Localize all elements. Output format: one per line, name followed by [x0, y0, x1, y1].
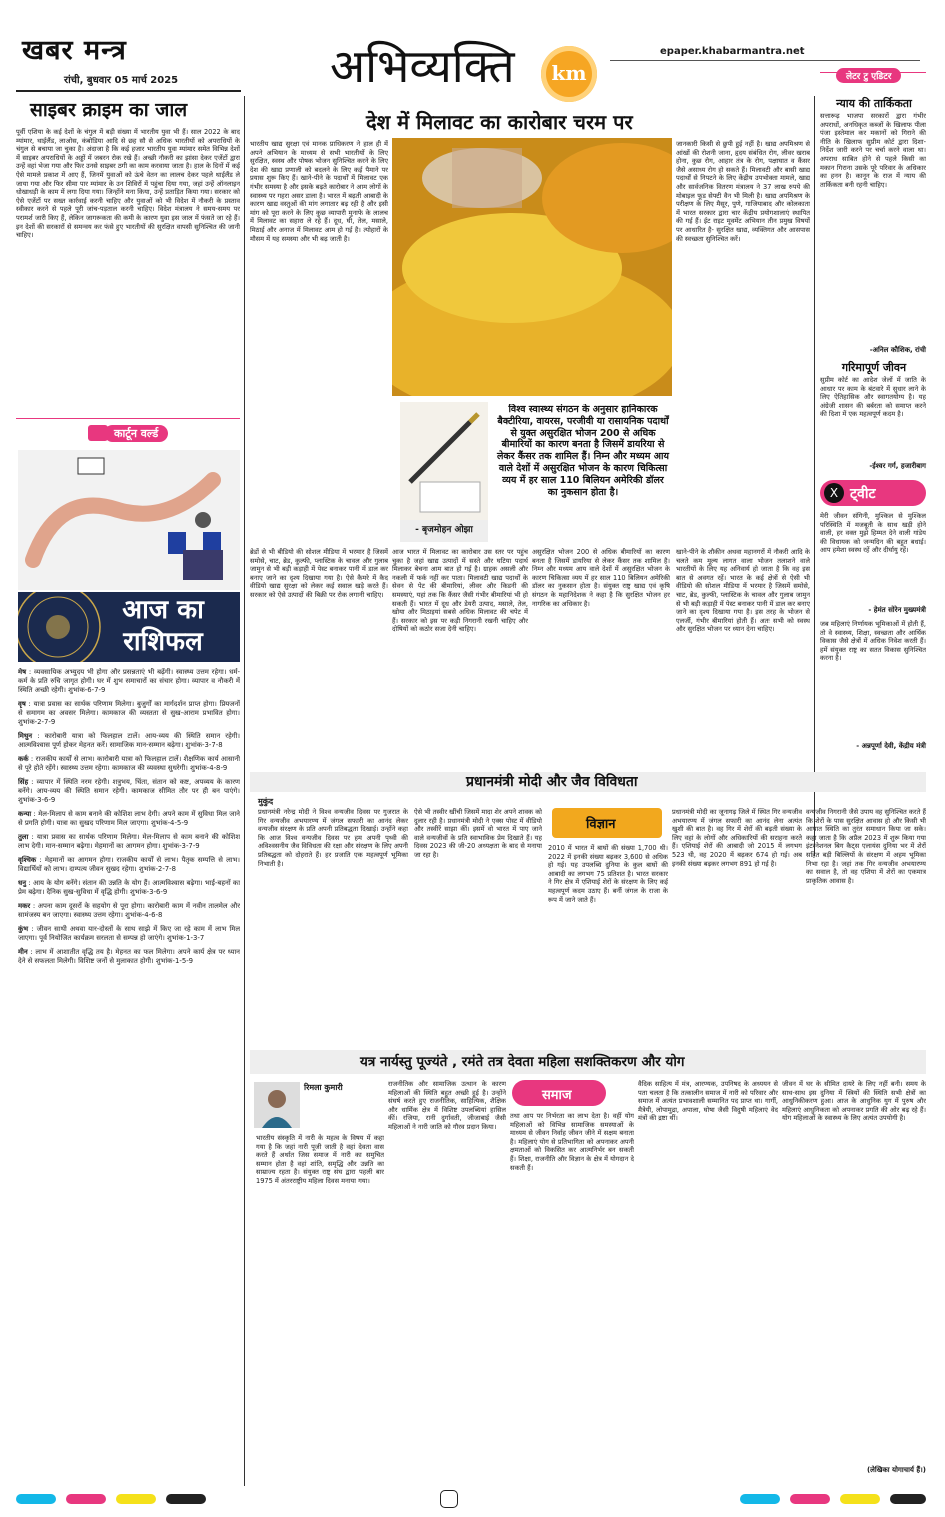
- horoscope-sign: वृश्चिक: [18, 856, 37, 864]
- letter1-author: -अनिल कौशिक, रांची: [869, 346, 926, 354]
- cyber-crime-body: पूर्वी एशिया के कई देशों के चंगुल में बड़ी संख्या में भारतीय युवा भी हैं। साल 2022 के बाद म्यांमार, थाईलैंड, लाओस, कंबोडिया आदि से छह सौ से अधिक भारतीयों को अपराधियों के चंगुल से बचाया जा चुका है। अंदाजा है कि कई हजार भारतीय युवा म्यांमार समेत विभिन्न देशों में साइबर अपराधियों के अड्डों में जबरन रोक रखे हैं। अच्छी नौकरी का झांसा देकर एजेंटों द्वारा उन्हें वहां भेजा गया और फिर उनसे साइबर ठगी का काम करवाया जाता है। हाल के दिनों में कई ऐसे मामले प्रकाश में आए हैं, जिनमें युवाओं को ऊंचे वेतन का लालच देकर पहले थाईलैंड ले जाया गया और फिर सीमा पार म्यांमार के उन शिविरों में पहुंचा दिया गया, जहां उन्हें ऑनलाइन धोखाधड़ी के काम में लगा दिया गया। जिन्होंने मना किया, उन्हें प्रताड़ित किया गया। सरकार को ऐसे एजेंटों पर सख्त कार्रवाई करनी चाहिए और युवाओं को भी विदेश में नौकरी के प्रस्ताव स्वीकार करने से पहले पूरी जांच-पड़ताल करनी चाहिए। विदेश मंत्रालय ने समय-समय पर परामर्श जारी किए हैं, लेकिन जागरूकता की कमी के कारण युवा इस जाल में फंसते जा रहे हैं। इन देशों की सरकारों से समन्वय कर फंसे हुए भारतीयों की सुरक्षित वापसी सुनिश्चित की जानी चाहिए।: [16, 128, 240, 240]
- modi-col1: प्रधानमंत्री नरेन्द्र मोदी ने विश्व वन्यजीव दिवस पर गुजरात के गिर वन्यजीव अभयारण्य में जंगल सफारी का आनंद लेकर वन्यजीव संरक्षण के प्रति अपनी प्रतिबद्धता दिखाई। उन्होंने कहा कि आज विश्व वन्यजीव दिवस पर हम अपनी पृथ्वी की अविश्वसनीय जैव विविधता की रक्षा और संरक्षण के लिए अपनी प्रतिबद्धता को दोहराते हैं। हर प्रजाति एक महत्वपूर्ण भूमिका निभाती है।: [258, 808, 408, 868]
- horoscope-text: जीवन साथी अथवा यार-दोस्तों के साथ साझे में किए जा रहे काम में लाभ मिल जाएगा। पूर्व नियोजित कार्यक्रम सरलता से सम्पन्न हो जाएंगे। शुभांक-1-3-7: [18, 925, 240, 942]
- women-author-name: रिमला कुमारी: [304, 1083, 343, 1092]
- women-col4: वैदिक साहित्य में मंत्र, आरण्यक, उपनिषद के अध्ययन से पता चलता है कि तत्कालीन समाज में नारी को परिवार और समाज में अत्यंत प्रभावशाली सम्मानित पद प्राप्त था। गार्गी, मैत्रेयी, लोपामुद्रा, अपाला, घोषा जैसी विदुषी महिलाएं वेद मंत्रों की द्रष्टा थीं।: [638, 1080, 778, 1123]
- reg-mark-icon: [440, 1490, 458, 1508]
- spices-photo: [392, 138, 672, 396]
- header-rule: [610, 60, 920, 61]
- samaj-banner: [512, 1080, 606, 1106]
- horoscope-entry: [18, 732, 240, 750]
- horoscope-text: यात्रा प्रवास का सार्थक परिणाम मिलेगा। मेल-मिलाप से काम बनाने की कोशिश लाभ देगी। मान-सम्मान बढ़ेगा। मेहमानों का आगमन होगा। शुभांक-3-7-9: [18, 833, 240, 850]
- letter2-title: गरिमापूर्ण जीवन: [841, 361, 907, 374]
- horoscope-entry: [18, 948, 240, 966]
- horoscope-entry: [18, 833, 240, 851]
- horoscope-separator: :: [30, 902, 38, 910]
- samaj-label: समाज: [542, 1088, 572, 1103]
- horoscope-text: मेहमानों का आगमन होगा। राजकीय कार्यों से लाभ। पैतृक सम्पत्ति से लाभ। विद्यार्थियों को लाभ। दाम्पत्य जीवन सुखद रहेगा। शुभांक-2-7-8: [18, 856, 240, 873]
- reg-bar-cyan: [16, 1494, 56, 1504]
- women-col5: जीवन में घर के सीमित दायरे के लिए नहीं बनी। समय के साथ-साथ इस दुनिया में स्त्रियों की स्थिति सभी क्षेत्रों का आधुनिकीकरण हुआ। आज के आधुनिक युग में पुरुष और महिलाएं आधुनिकता को अपनाकर प्रगति की ओर बढ़ रहे हैं। योग महिलाओं के स्वास्थ्य के लिए अत्यंत उपयोगी है।: [782, 1080, 926, 1123]
- author-portrait: [254, 1082, 300, 1128]
- horoscope-text: आय के योग बनेंगे। संतान की उन्नति के योग हैं। आत्मविश्वास बढ़ेगा। भाई-बहनों का प्रेम बढ़ेगा। दैनिक सुख-सुविधा में वृद्धि होगी। शुभांक-3-6-9: [18, 879, 240, 896]
- horoscope-sign: मकर: [18, 902, 31, 910]
- horoscope-text: यात्रा प्रवास का सार्थक परिणाम मिलेगा। बुजुर्गों का मार्गदर्शन प्राप्त होगा। प्रियजनों से समागम का अवसर मिलेगा। कामकाज की व्यस्तता से सुख-आराम प्रभावित होगा। शुभांक-2-7-9: [18, 700, 240, 726]
- modi-col3: 2010 में भारत में बाघों की संख्या 1,700 थी। 2022 में इनकी संख्या बढ़कर 3,600 से अधिक हो गई। यह उपलब्धि दुनिया के कुल बाघों की आबादी का लगभग 75 प्रतिशत है। भारत सरकार ने गिर क्षेत्र में एशियाई शेरों के संरक्षण के लिए कई महत्वपूर्ण कदम उठाए हैं। बर्नी जंगल के राजा के रूप में जाने जाते हैं।: [548, 844, 668, 904]
- reg-bar-magenta: [66, 1494, 106, 1504]
- tweet-banner: [820, 480, 926, 506]
- horoscope-sign: मिथुन: [18, 732, 33, 740]
- reg-bar-yellow: [116, 1494, 156, 1504]
- vigyan-banner: [552, 808, 662, 838]
- horoscope-entry: [18, 902, 240, 920]
- horoscope-text: व्यवसायिक अभ्युदय भी होगा और प्रसन्नताएं भी बढ़ेंगी। स्वास्थ्य उत्तम रहेगा। धर्म-कर्म के प्रति रुचि जागृत होगी। घर में शुभ समाचारों का संचार होगा। व्यापार व नौकरी में स्थिति अच्छी रहेगी। शुभांक-6-7-9: [18, 668, 240, 694]
- horoscope-sign: कुंभ: [18, 925, 29, 933]
- adulteration-col6: असुरक्षित भोजन 200 से अधिक बीमारियों का कारण बनता है जिसमें डायरिया से लेकर कैंसर तक शामिल है। निम्न और मध्यम आय वाले देशों में असुरक्षित भोजन के कारण चिकित्सा व्यय में हर साल 110 बिलियन अमेरिकी डॉलर का नुकसान होता है। संयुक्त राष्ट्र खाद्य एवं कृषि संगठन के महानिदेशक ने कहा है कि सुरक्षित भोजन हर नागरिक का अधिकार है।: [532, 548, 670, 608]
- horoscope-separator: :: [36, 856, 45, 864]
- dateline: रांची, बुधवार 05 मार्च 2025: [64, 75, 179, 86]
- tweet2-body: जब महिलाएं निर्णायक भूमिकाओं में होती हैं, तो वे स्वास्थ्य, शिक्षा, स्वच्छता और आर्थिक विकास जैसे क्षेत्रों में अधिक निवेश करती हैं। हमें संयुक्त राष्ट्र का सतत विकास सुनिश्चित करना है।: [820, 620, 926, 663]
- horoscope-sign: कन्या: [18, 810, 32, 818]
- horoscope-separator: :: [31, 810, 39, 818]
- letter2-author: -ईश्वर गर्ग, हजारीबाग: [869, 462, 926, 470]
- horoscope-entry: [18, 925, 240, 943]
- who-pullquote: विश्व स्वास्थ्य संगठन के अनुसार हानिकारक बैक्टीरिया, वायरस, परजीवी या रासायनिक पदार्थों से युक्त असुरक्षित भोजन 200 से अधिक बीमारियों का कारण बनता है जिसमें डायरिया से लेकर कैंसर तक शामिल हैं। निम्न और मध्यम आय वाले देशों में असुरक्षित भोजन के कारण चिकित्सा व्यय में हर साल 110 बिलियन अमेरिकी डॉलर का नुकसान होता है।: [496, 404, 670, 498]
- horoscope-sign: वृष: [18, 700, 26, 708]
- women-col3: तथा आप पर निर्भरता का लाभ देता है। वहीं योग महिलाओं को विभिन्न सामाजिक समस्याओं के माध्यम से जीवन निर्वाह जीवन जीने में सक्षम बनाता है। महिलाएं योग से प्रतिभागिता को अपनाकर अपनी क्षमताओं को विकसित कर आत्मनिर्भर बन सकती हैं। शिक्षा, राजनीति और विज्ञान के क्षेत्र में योगदान दे सकती हैं।: [510, 1112, 634, 1172]
- modi-col5: वन्यजीव निगरानी जैसे उपाय वह सुनिश्चित करते हैं कि शेरों के पास सुरक्षित आवास हो और किसी भी आपात स्थिति का तुरंत समाधान किया जा सके। कहा जाता है कि अप्रैल 2023 में शुरू किया गया इंटरनेशनल बिग कैट्स एलायंस दुनिया भर में शेरों सहित बड़ी बिल्लियों के संरक्षण में अहम भूमिका निभा रहा है। जहां तक गिर वन्यजीव अभयारण्य का सवाल है, तो वह एशिया में शेरों का एकमात्र प्राकृतिक आवास है।: [806, 808, 926, 885]
- cyber-crime-headline: साइबर क्राइम का जाल: [30, 99, 188, 121]
- modi-col4: प्रधानमंत्री मोदी का जूनागढ़ जिले में स्थित गिर वन्यजीव अभयारण्य में जंगल सफारी का आनंद लेना अत्यंत खुशी की बात है। वह गिर में शेरों की बढ़ती संख्या के लिए वहां के लोगों और अधिकारियों की सराहना करते हैं। एशियाई शेरों की आबादी जो 2015 में लगभग 523 थी, वह 2020 में बढ़कर 674 हो गई। अब इनकी संख्या बढ़कर लगभग 891 हो गई है।: [672, 808, 802, 868]
- adulteration-col3: जानकारी किसी से छुपी हुई नहीं है। खाद्य अपमिश्रण से आंखों की रोशनी जाना, हृदय संबंधित रोग, लीवर खराब होना, कुछ रोग, आहार तंत्र के रोग, पक्षाघात व कैंसर जैसे असाध्य रोग हो सकते हैं। मिलावटी और बासी खाद्य पदार्थों से निपटने के लिए केंद्रीय उपभोक्ता मामले, खाद्य और सार्वजनिक वितरण मंत्रालय ने 37 लाख रुपये की मोबाइल फूड सेफ्टी वैन भी मिली है। खाद्य अपमिश्रण के परीक्षण के लिए मैसूर, पुणे, गाजियाबाद और कोलकाता में भारत सरकार द्वारा चार केंद्रीय प्रयोगशालाएं स्थापित की गई हैं। ईट राइट मूवमेंट अभियान तीन प्रमुख विषयों पर आधारित है- सुरक्षित खाद्य, व्यक्तिगत और आसपास की स्वच्छता सुनिश्चित करें।: [676, 140, 810, 243]
- cartoon-rule: [16, 418, 240, 419]
- horoscope-separator: :: [26, 879, 34, 887]
- letter1-body: सत्तारूढ़ भाजपा सरकारों द्वारा गंभीर अपराधों, अनधिकृत कब्जों के खिलाफ पीला पंजा इस्तेमाल कर मकानों को गिराने की नीति के खिलाफ सुप्रीम कोर्ट द्वारा दिशा-निर्देश जारी करने पर चर्चा करने वाला था। अपराध साबित होने से पहले किसी का मकान गिराना उसके पूरे परिवार के अधिकार का हनन है। कानून के राज में न्याय की तार्किकता बनी रहनी चाहिए।: [820, 112, 926, 189]
- horoscope-sign: कर्क: [18, 755, 29, 763]
- vigyan-label: विज्ञान: [586, 817, 616, 832]
- horoscope-entry: [18, 879, 240, 897]
- adulteration-col4: खाने-पीने के शौकीन अथवा महानगरों में नौकरी आदि के चलते कम मूल्य लागत वाला भोजन तलाशने वाले भारतीयों के लिए यह अनिवार्य हो जाता है कि वह इस बात से अवगत रहें। भारत के कई क्षेत्रों से ऐसी भी वीडियो की सोशल मीडिया में भरमार है जिसमें समोसे, चाट, ब्रेड, कुल्फी, प्लास्टिक के चावल और गुलाब जामुन से भी बड़ी कड़ाही में पेस्ट बनाकर पानी में डाल कर बनाए जाने का दृश्य दिखाया गया है। इस तरह के भोजन से एलर्जी, गंभीर बीमारियां होती हैं। अतः सभी को स्वस्थ और सुरक्षित भोजन पर ध्यान देना चाहिए।: [676, 548, 810, 634]
- women-col5-author: (लेखिका योगाचार्य हैं।): [866, 1466, 926, 1474]
- horoscope-entry: [18, 856, 240, 874]
- horoscope-separator: :: [27, 948, 36, 956]
- horoscope-sign: तुला: [18, 833, 29, 841]
- logo-text: km: [551, 61, 587, 85]
- column-rule-left: [244, 96, 245, 1486]
- women-headline: यत्र नार्यस्तु पूज्यंते , रमंते तत्र देवता महिला सशक्तिकरण और योग: [360, 1054, 685, 1070]
- horoscope-entry: [18, 810, 240, 828]
- horoscope-entry: [18, 700, 240, 727]
- x-logo-icon: X: [824, 483, 844, 503]
- cartoon-image: [18, 450, 240, 590]
- horoscope-sign: मीन: [18, 948, 28, 956]
- horoscope-sign: धनु: [18, 879, 27, 887]
- brand-logo: [541, 46, 597, 102]
- horoscope-text: कारोबारी यात्रा को फिलहाल टालें। आय-व्यय की स्थिति समान रहेगी। आत्मविश्वास पूर्ण होकर मेहनत करें। सामाजिक मान-सम्मान बढ़ेगा। शुभांक-3-7-8: [18, 732, 240, 749]
- adulteration-col1: भारतीय खाद्य सुरक्षा एवं मानक प्राधिकरण ने हाल ही में अपने अभियान के माध्यम से सभी भारतीयों के लिए सुरक्षित, स्वस्थ और पोषक भोजन सुनिश्चित करने के लिए देश की खाद्य प्रणाली को बदलने के लिए कई पैमाने पर प्रयास शुरू किए हैं। खाने-पीने के पदार्थों में मिलावट एक गंभीर समस्या है और इसके बढ़ते कारोबार ने आम लोगों के स्वास्थ्य पर गहरा असर डाला है। भारत में बढ़ती आबादी के कारण खाद्य वस्तुओं की मांग लगातार बढ़ रही है और इसी मांग को पूरा करने के लिए कुछ व्यापारी मुनाफे के लालच में मिलावट का सहारा ले रहे हैं। दूध, घी, तेल, मसाले, मिठाई और अनाज में मिलावट आम हो गई है। त्योहारों के मौसम में यह समस्या और भी बढ़ जाती है।: [250, 140, 388, 243]
- horoscope-banner: [18, 592, 240, 662]
- horoscope-separator: :: [26, 668, 34, 676]
- reg-bar-black-2: [890, 1494, 926, 1504]
- women-col2: राजनीतिक और सामाजिक उत्थान के कारण महिलाओं की स्थिति बहुत अच्छी हुई है। उन्होंने संघर्ष करते हुए राजनीतिक, साहित्यिक, शैक्षिक और धार्मिक क्षेत्र में विशिष्ट उपलब्धियां हासिल कीं। रजिया, रानी दुर्गावती, जीजाबाई जैसी महिलाओं ने नारी जाति को गौरव प्रदान किया।: [388, 1080, 506, 1131]
- tweet1-body: मेरी जीवन संगिनी, मुश्किल से मुश्किल परिस्थिति में मजबूती के साथ खड़ी होने वाली, हर वक्त मुझे हिम्मत देने वाली गांडेय की विधायक को जन्मदिन की बहुत बधाई। आप हमेशा स्वस्थ रहें और दीर्घायु रहें।: [820, 512, 926, 555]
- adulteration-col5: ब्रेडों से भी बीडियो की सोशल मीडिया में भरमार है जिसमें समोसे, चाट, ब्रेड, कुल्फी, प्लास्टिक के चावल और गुलाब जामुन से भी बड़ी कड़ाही में पेस्ट बनाकर पानी में डाल कर बनाए जाने का दृश्य दिखाया गया है। ऐसे कैमरे में कैद वीडियो खाद्य सुरक्षा को लेकर कई सवाल खड़े करते हैं। सरकार को ऐसे उत्पादों की बिक्री पर रोक लगानी चाहिए।: [250, 548, 388, 599]
- horoscope-separator: :: [28, 833, 37, 841]
- page-title: अभिव्यक्ति: [330, 39, 515, 93]
- modi-byline: मुकुंद: [258, 797, 274, 806]
- tweet2-author: - अन्नपूर्णा देवी, केंद्रीय मंत्री: [856, 742, 926, 750]
- horoscope-list: [18, 668, 240, 1488]
- letter2-body: सुप्रीम कोर्ट का आदेश जेलों में जाति के आधार पर काम के बंटवारे में सुधार लाने के लिए ऐतिहासिक और स्वागतयोग्य है। यह अंग्रेजी शासन की बर्बरता को समाप्त करने की दिशा में एक महत्वपूर्ण कदम है।: [820, 376, 926, 419]
- horoscope-entry: [18, 755, 240, 773]
- masthead-rule: [16, 90, 241, 92]
- horoscope-separator: :: [28, 755, 36, 763]
- tweet-badge-label: ट्वीट: [850, 486, 876, 502]
- modi-headline: प्रधानमंत्री मोदी और जैव विविधता: [466, 774, 638, 790]
- mail-icon: [88, 425, 108, 441]
- horoscope-separator: :: [28, 925, 37, 933]
- cartoon-badge: [104, 425, 168, 442]
- horoscope-sign: मेष: [18, 668, 27, 676]
- tweet1-author: - हेमंत सोरेन मुख्यमंत्री: [868, 606, 926, 614]
- horoscope-text: अपना काम दूसरों के सहयोग से पूरा होगा। कारोबारी काम में नवीन तालमेल और सामंजस्य बन जाएगा। स्वास्थ्य उत्तम रहेगा। शुभांक-4-6-8: [18, 902, 240, 919]
- reg-bar-cyan-2: [740, 1494, 780, 1504]
- reg-bar-magenta-2: [790, 1494, 830, 1504]
- horoscope-sign: सिंह: [18, 778, 29, 786]
- horoscope-entry: [18, 778, 240, 805]
- horoscope-text: राजकीय कार्यों से लाभ। कारोबारी यात्रा को फिलहाल टालें। शैक्षणिक कार्य आसानी से पूरे होते रहेंगे। स्वास्थ्य उत्तम रहेगा। कामकाज की व्यवस्था सुधरेगी। शुभांक-4-8-9: [18, 755, 240, 772]
- letter1-title: न्याय की तार्किकता: [836, 97, 912, 110]
- epaper-link[interactable]: epaper.khabarmantra.net: [660, 46, 805, 57]
- modi-col2: ऐसे भी तस्वीर खींची जिसमें मादा शेर अपने शावक को दुलार रही है। प्रधानमंत्री मोदी ने एक्स पोस्ट में वीडियो और तस्वीरें साझा कीं। इसमें वो भारत में पाए जाने वाले वन्यजीवों के प्रति स्वाभाविक प्रेम दिखाते हैं। यह दिवस 2023 की जी-20 अध्यक्षता के बाद से मनाया जा रहा है।: [414, 808, 542, 859]
- adulteration-headline: देश में मिलावट का कारोबार चरम पर: [366, 110, 633, 134]
- women-col1: भारतीय संस्कृति में नारी के महत्व के विषय में कहा गया है कि जहां नारी पूजी जाती है वहां देवता वास करते हैं अर्थात जिस समाज में नारी का समुचित सम्मान होता है वहां शांति, समृद्धि और उन्नति का साम्राज्य रहता है। संयुक्त राष्ट्र संघ द्वारा पहली बार 1975 में अंतरराष्ट्रीय महिला दिवस मनाया गया।: [256, 1134, 384, 1185]
- horoscope-entry: [18, 668, 240, 695]
- column-rule-right: [814, 96, 815, 856]
- author-photo: [400, 402, 488, 542]
- horoscope-text: व्यापार में स्थिति नरम रहेगी। शत्रुभय, चिंता, संतान को कष्ट, अपव्यय के कारण बनेंगे। आय-व्यय की स्थिति समान रहेगी। कामकाज सीमित तौर पर ही बन पाएंगे। शुभांक-3-6-9: [18, 778, 240, 804]
- horoscope-title: आज का राशिफल: [122, 595, 204, 657]
- letters-badge: [836, 68, 901, 83]
- reg-bar-black: [166, 1494, 206, 1504]
- horoscope-text: मेल-मिलाप से काम बनाने की कोशिश लाभ देगी। अपने काम में सुविधा मिल जाने से प्रगति होगी। यात्रा का सुखद परिणाम मिल जाएगा। शुभांक-4-5-9: [18, 810, 240, 827]
- horoscope-text: लाभ में आशातीत वृद्धि तय है। मेहनत का फल मिलेगा। अपने कार्य क्षेत्र पर ध्यान देने से सफलता मिलेगी। विशिष्ट जनों से मुलाकात होगी। शुभांक-1-5-9: [18, 948, 240, 965]
- reg-bar-yellow-2: [840, 1494, 880, 1504]
- author-name: - बृजमोहन ओझा: [415, 525, 473, 535]
- cartoon-badge-label: कार्टून वर्ल्ड: [114, 427, 159, 440]
- horoscope-separator: :: [32, 732, 45, 740]
- adulteration-col2: आज भारत में मिलावट का कारोबार उस स्तर पर पहुंच चुका है जहां खाद्य उत्पादों में सस्ते और घटिया पदार्थ मिलाकर बेचना आम बात हो गई है। ग्राहक असली और नकली में फर्क नहीं कर पाता। मिलावटी खाद्य पदार्थों के सेवन से पेट की बीमारियां, लीवर और किडनी की समस्याएं, यहां तक कि कैंसर जैसी गंभीर बीमारियां भी हो सकती हैं। भारत में दूध और डेयरी उत्पाद, मसाले, तेल, खोया और मिठाइयां सबसे अधिक मिलावट की चपेट में हैं। सरकार को इस पर कड़ी निगरानी रखनी चाहिए और दोषियों को कठोर सजा देनी चाहिए।: [392, 548, 528, 634]
- masthead-brand: खबर मन्त्र: [22, 35, 127, 66]
- horoscope-separator: :: [25, 700, 34, 708]
- letters-badge-label: लेटर टु एडिटर: [846, 72, 892, 82]
- horoscope-separator: :: [28, 778, 37, 786]
